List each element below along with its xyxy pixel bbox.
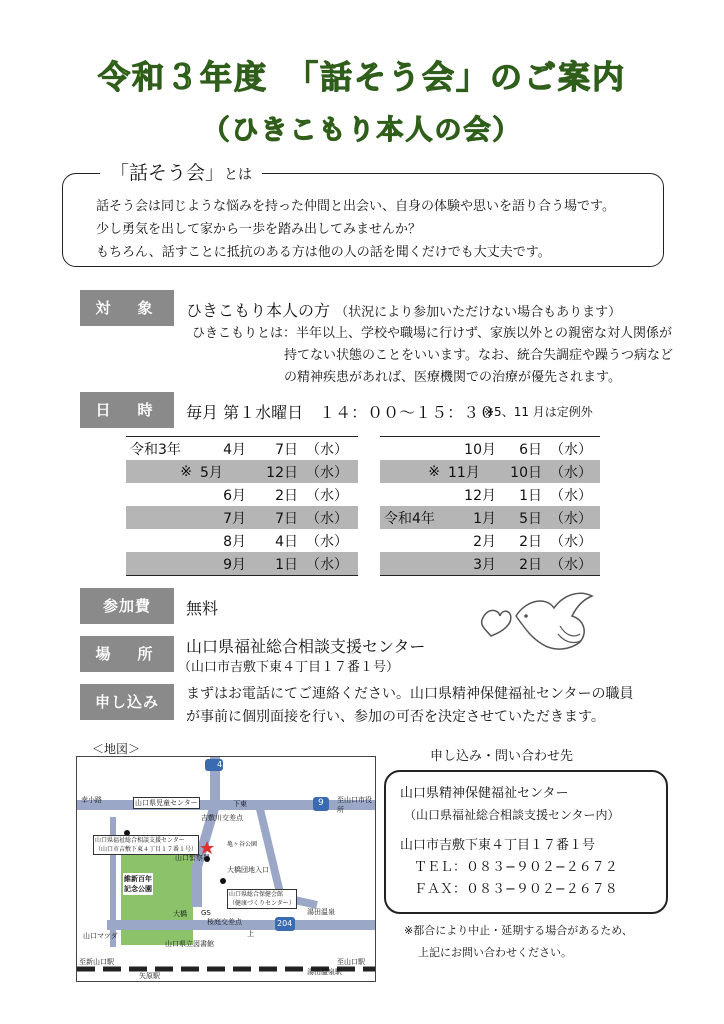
map-label: （山口市吉敷下東４丁目１７番１号） — [95, 846, 198, 853]
map-label: 矢原駅 — [139, 972, 160, 980]
map-label: 山口マツダ — [83, 932, 118, 940]
road-route435 — [197, 757, 215, 907]
map — [76, 756, 376, 982]
table-row: 9月 1日 （水） — [126, 552, 358, 576]
target-label: 対 象 — [80, 290, 174, 326]
table-row: 令和3年 4月 7日 （水） — [126, 437, 358, 461]
contact-heading: 申し込み・問い合わせ先 — [430, 749, 574, 764]
map-label: 湯田温泉 — [307, 908, 335, 916]
map-label: 山口県児童センター — [135, 799, 198, 807]
map-label: 山口警察署 — [175, 854, 210, 862]
target-main-text: ひきこもり本人の方 — [186, 301, 331, 320]
table-row: 8月 4日 （水） — [223, 533, 348, 550]
route204-number: 204 — [277, 919, 293, 928]
schedule-table-right — [380, 436, 600, 576]
intro-heading — [100, 158, 262, 185]
place-name: 山口県福祉総合相談支援センター — [186, 637, 426, 656]
map-caption: ＜地図＞ — [92, 742, 141, 756]
intro-heading-suffix: とは — [224, 167, 253, 183]
map-label: 大橋団地入口 — [227, 866, 269, 874]
route435-number: 435 — [217, 760, 233, 769]
map-label: GS — [201, 909, 211, 917]
map-label: 維新百年 記念公園 — [124, 875, 152, 893]
map-label: 下東 — [233, 800, 247, 808]
fee-label: 参加費 — [80, 588, 174, 624]
target-desc: ひきこもりとは：半年以上、学校や職場に行けず、家族以外との親密な対人関係が — [192, 326, 672, 341]
contact-fax: ＦＡＸ：０８３−９０２−２６７８ — [414, 882, 618, 897]
page-subtitle: （ひきこもり本人の会） — [202, 115, 522, 146]
table-row: ※ 11月 10日 （水） — [380, 460, 600, 483]
intro-heading-text: 「話そう会」 — [110, 162, 225, 184]
map-label: 桜庭交差点 — [207, 918, 242, 926]
dove-illustration — [476, 586, 600, 658]
target-desc: 持てない状態のことをいいます。なお、統合失調症や躁うつ病など — [284, 348, 673, 363]
map-label: 至山口駅 — [337, 958, 365, 966]
page-title: 令和３年度 「話そう会」のご案内 — [97, 58, 626, 96]
map-health-center — [227, 889, 297, 909]
apply-line: が事前に個別面接を行い、参加の可否を決定させていただきます。 — [186, 709, 605, 725]
map-label: 幸小路 — [81, 796, 102, 804]
apply-line: まずはお電話にてご連絡ください。山口県精神保健福祉センターの職員 — [186, 686, 634, 702]
schedule-note: ※5、11 月は定例外 — [484, 405, 593, 419]
map-label: 上 — [247, 930, 254, 938]
map-label: （健康づくりセンター） — [229, 900, 295, 907]
contact-note: 上記にお問い合わせください。 — [418, 946, 572, 959]
table-row: 3月 2日 （水） — [380, 552, 600, 576]
schedule-main: 毎月 第１水曜日 １４：００〜１５：３０ — [186, 403, 496, 422]
map-roads — [77, 757, 375, 981]
map-label: 湯田温泉駅 — [307, 968, 342, 976]
park-area — [121, 849, 193, 945]
schedule-table-left — [126, 436, 358, 576]
table-row: 令和4年 1月 5日 （水） — [380, 506, 600, 529]
table-row: 10月 6日 （水） — [380, 437, 600, 461]
intro-line: 少し勇気を出して家から一歩を踏み出してみませんか？ — [96, 222, 422, 237]
apply-label: 申し込み — [80, 684, 174, 720]
place-address: （山口市吉敷下東４丁目１７番１号） — [178, 660, 400, 675]
target-desc: の精神疾患があれば、医療機関での治療が優先されます。 — [284, 370, 621, 385]
target-note: （状況により参加いただけない場合もあります） — [335, 305, 622, 320]
map-label: 至新山口駅 — [79, 958, 114, 966]
contact-org: 山口県精神保健福祉センター — [400, 786, 569, 801]
table-row: 12月 1日 （水） — [464, 487, 592, 504]
map-welfare-center — [93, 835, 199, 855]
table-row: 6月 2日 （水） — [223, 487, 348, 504]
contact-sub: （山口県福祉総合相談支援センター内） — [404, 808, 620, 822]
map-label: 亀ヶ谷公園 — [227, 841, 258, 848]
map-label: 山口県福祉総合相談支援センター — [95, 837, 185, 844]
place-label: 場 所 — [80, 636, 174, 672]
intro-line: もちろん、話すことに抵抗のある方は他の人の話を聞くだけでも大丈夫です。 — [96, 245, 551, 260]
map-label: 吉敷川交差点 — [201, 814, 243, 822]
fee-value: 無料 — [186, 599, 219, 618]
intro-line: 話そう会は同じような悩みを持った仲間と出会い、自身の体験や思いを語り合う場です。 — [96, 199, 615, 214]
map-label: 山口県立図書館 — [165, 940, 214, 948]
map-label: 至山口市役所 — [337, 796, 372, 814]
contact-note: ※都合により中止・延期する場合があるため、 — [404, 924, 633, 937]
table-row: 7月 7日 （水） — [126, 506, 358, 529]
route9-number: 9 — [318, 798, 324, 808]
table-row: ※ 5月 12日 （水） — [126, 460, 358, 483]
contact-tel: ＴＥＬ：０８３−９０２−２６７２ — [414, 860, 618, 875]
map-label: 大橋 — [173, 910, 187, 918]
target-main — [186, 298, 621, 321]
health-dot — [220, 878, 226, 884]
map-label: 山口県総合保健会館 — [229, 891, 284, 898]
schedule-label: 日 時 — [80, 392, 174, 428]
contact-address: 山口市吉敷下東４丁目１７番１号 — [400, 838, 596, 853]
table-row: 2月 2日 （水） — [473, 533, 592, 550]
